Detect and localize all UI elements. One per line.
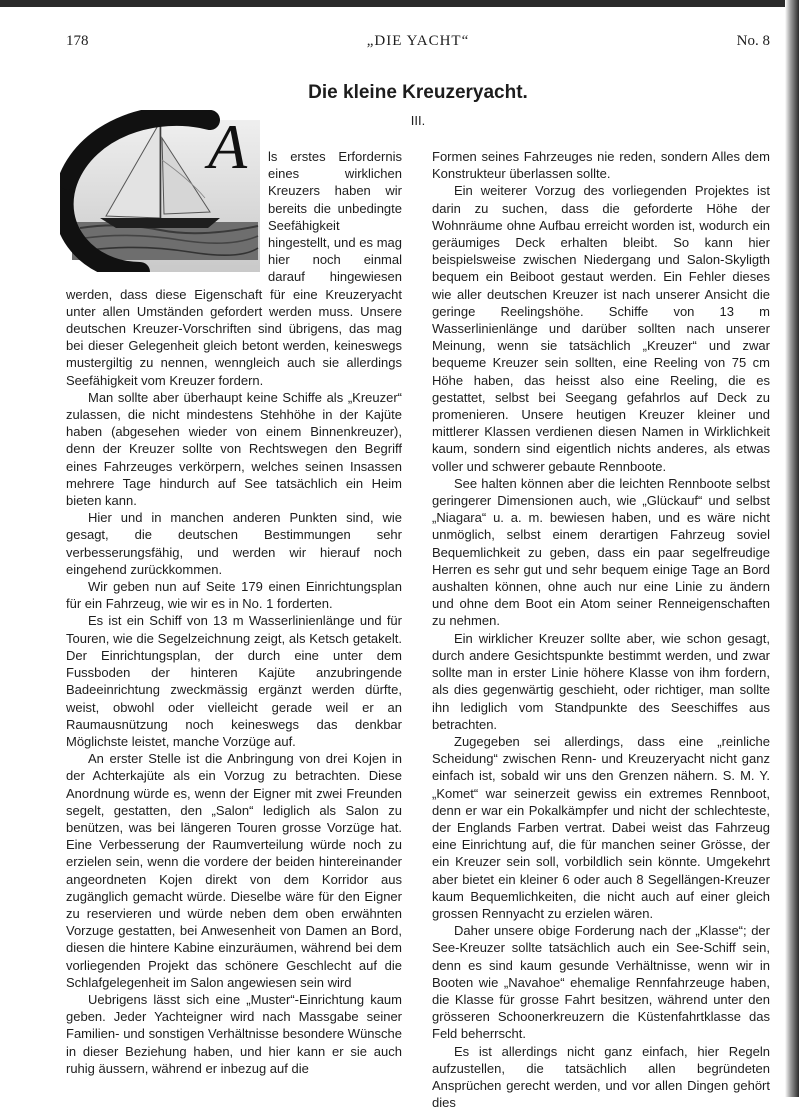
paragraph: An erster Stelle ist die Anbringung von drei Kojen in der Achterkajüte als ein Vorzug zu betrachten. Diese Anordnung würde es, wenn der Eigner mit zwei Freunden segelt, gestatten, den „Salon“ lediglich als Salon zu benützen, was bei längeren Touren grosse Vorzüge hat. Eine Verbesserung der Raumverteilung würde noch zu erzielen sein, wenn die vordere der beiden hintereinander angeordneten Kojen direkt von dem Korridor aus zugänglich gemacht würde. Dieselbe wäre für den Eigner zu reservieren und würde neben dem oben erwähnten Vorzuge gestatten, bei Anwesenheit von Damen an Bord, diesen die hintere Kabine einzuräumen, während bei dem vorliegenden Projekt das schönere Geschlecht auf die Schlafgelegenheit im Salon angewiesen sein wird <box>66 751 402 990</box>
page-number: 178 <box>66 33 89 49</box>
paragraph: Formen seines Fahrzeuges nie reden, sondern Alles dem Konstrukteur überlassen sollte. <box>432 149 770 182</box>
dropcap-letter: A <box>208 111 248 182</box>
paragraph: Hier und in manchen anderen Punkten sind, wie gesagt, die deutschen Bestimmungen sehr verbesserungsfähig, und werden wir hierauf noch eingehend zurückkommen. <box>66 510 402 577</box>
page-top-edge <box>0 0 799 7</box>
paragraph: ls erstes Erfordernis eines wirklichen Kreuzers haben wir bereits die unbedingte Seefähigkeit hingestellt, und es mag hier noch einmal darauf hingewiesen werden, dass diese Eigenschaft für eine Kreuzeryacht unter allen Umständen gefordert werden muss. Unsere deutschen Kreuzer-Vorschriften sind übrigens, das mag bei dieser Gelegenheit gleich betont werden, keineswegs mustergiltig zu nennen, wenngleich auch sie allerdings Seefähigkeit vom Kreuzer fordern. <box>66 149 402 388</box>
paragraph: Es ist ein Schiff von 13 m Wasserlinienlänge und für Touren, wie die Segelzeichnung zeigt, als Ketsch getakelt. Der Einrichtungsplan, der durch eine unter dem Fussboden der hinteren Kajüte anzubringende Badeeinrichtung zweckmässig ergänzt werden dürfte, weist, obwohl oder vielleicht gerade weil er an Raumausnützung noch keineswegs das denkbar Möglichste leistet, manche Vorzüge auf. <box>66 613 402 749</box>
page-header <box>66 33 770 55</box>
paragraph: Zugegeben sei allerdings, dass eine „reinliche Scheidung“ zwischen Renn- und Kreuzeryacht nicht ganz einfach ist, sobald wir uns den Grenzen nähern. S. M. Y. „Komet“ war seinerzeit gewiss ein extremes Rennboot, denn er war ein Pokalkämpfer und nicht der schlechteste, der Englands Farben vertrat. Dabei weist das Fahrzeug eine Einrichtung auf, die für manchen seiner Grösse, der ein Kreuzer sein soll, vorbildlich sein könnte. Umgekehrt aber bietet ein kleiner 6 oder auch 8 Segellängen-Kreuzer kaum Bequemlichkeiten, die nicht auch auf einer gleich grossen Rennyacht zu erzielen wären. <box>432 733 770 921</box>
text-column-left <box>66 111 402 1077</box>
paragraph: Ein weiterer Vorzug des vorliegenden Projektes ist darin zu suchen, dass die geforderte Höhe der Wohnräume ohne Aufbau erreicht worden ist, wodurch ein geräumiges Deck erhalten bleibt. So kann hier beispielsweise zwischen Niedergang und Salon-Skyligth bequem ein Beiboot gestaut werden. Ein Fehler dieses wie aller deutschen Kreuzer ist nach unserer Ansicht die geringe Reelingshöhe. Schiffe von 13 m Wasserlinienlänge und darüber sollten nach unserer Meinung, wenn sie tatsächlich „Kreuzer“ und zwar bequeme Kreuzer sein sollten, eine Reeling von 75 cm Höhe haben, das heisst also eine Reeling, die es gestattet, selbst bei Seegang gefahrlos auf Deck zu promenieren. Unsere heutigen Kreuzer kleiner und mittlerer Klassen verdienen diesen Namen in Wirklichkeit kaum, sondern sind eigentlich nichts anderes, als etwas voller und schwerer gebaute Rennboote. <box>432 183 770 474</box>
paragraph: Man sollte aber überhaupt keine Schiffe als „Kreuzer“ zulassen, die nicht mindestens Stehhöhe in der Kajüte haben (abgesehen wieder von einem Binnenkreuzer), denn der Kreuzer sollte von Rechtswegen den Begriff eines Fahrzeuges verkörpern, welches seinen Insassen mehrere Tage hindurch auf See tatsächlich ein Heim bieten kann. <box>66 389 402 509</box>
article-title: Die kleine Kreuzeryacht. <box>308 82 528 103</box>
paragraph: Wir geben nun auf Seite 179 einen Einrichtungsplan für ein Fahrzeug, wie wir es in No. 1 forderten. <box>66 579 402 612</box>
running-title: „DIE YACHT“ <box>366 33 470 49</box>
page-right-edge <box>785 0 799 1097</box>
text-column-right <box>432 148 770 1111</box>
issue-number: No. 8 <box>736 33 770 49</box>
paragraph: Es ist allerdings nicht ganz einfach, hier Regeln aufzustellen, die tatsächlich allen begründeten Ansprüchen gerecht werden, und vor allen Dingen gehört dies <box>432 1043 770 1111</box>
paragraph: See halten können aber die leichten Rennboote selbst geringerer Dimensionen auch, wie „Glückauf“ und selbst „Niagara“ u. a. m. bewiesen haben, und es wäre nicht unmöglich, selbst einem derartigen Fahrzeug soviel Bequemlichkeit zu geben, dass ein paar segelfreudige Herren es sehr gut und sehr bequem einige Tage an Bord aushalten können, ohne auch nur eine Linie zu ändern und ohne dem Boot ein Atom seiner Renneigenschaften zu nehmen. <box>432 475 770 629</box>
paragraph: Uebrigens lässt sich eine „Muster“-Einrichtung kaum geben. Jeder Yachteigner wird nach Massgabe seiner Familien- und sonstigen Verhältnisse besondere Wünsche in dieser Beziehung haben, und hier kann er sie auch ruhig äussern, während er inbezug auf die <box>66 991 402 1076</box>
article-part: III. <box>410 113 426 128</box>
sailing-yacht-illustration <box>60 110 262 272</box>
paragraph: Daher unsere obige Forderung nach der „Klasse“; der See-Kreuzer sollte tatsächlich auch ein See-Schiff sein, denn es sind kaum gesunde Verhältnisse, wenn wir in Booten wie „Navahoe“ ehemalige Rennfahrzeuge haben, die Klasse für grosse Fahrt besitzen, während unter den grösseren Schoonerkreuzern die Küstenfahrtklasse das Feld beherrscht. <box>432 923 770 1042</box>
paragraph: Ein wirklicher Kreuzer sollte aber, wie schon gesagt, durch andere Gesichtspunkte bestimmt werden, und zwar sollte man in erster Linie höhere Klasse von ihm fordern, als dies gegenwärtig geschieht, oder richtiger, man sollte ihn lediglich vom Standpunkte des Seeschiffes aus betrachten. <box>432 630 770 732</box>
